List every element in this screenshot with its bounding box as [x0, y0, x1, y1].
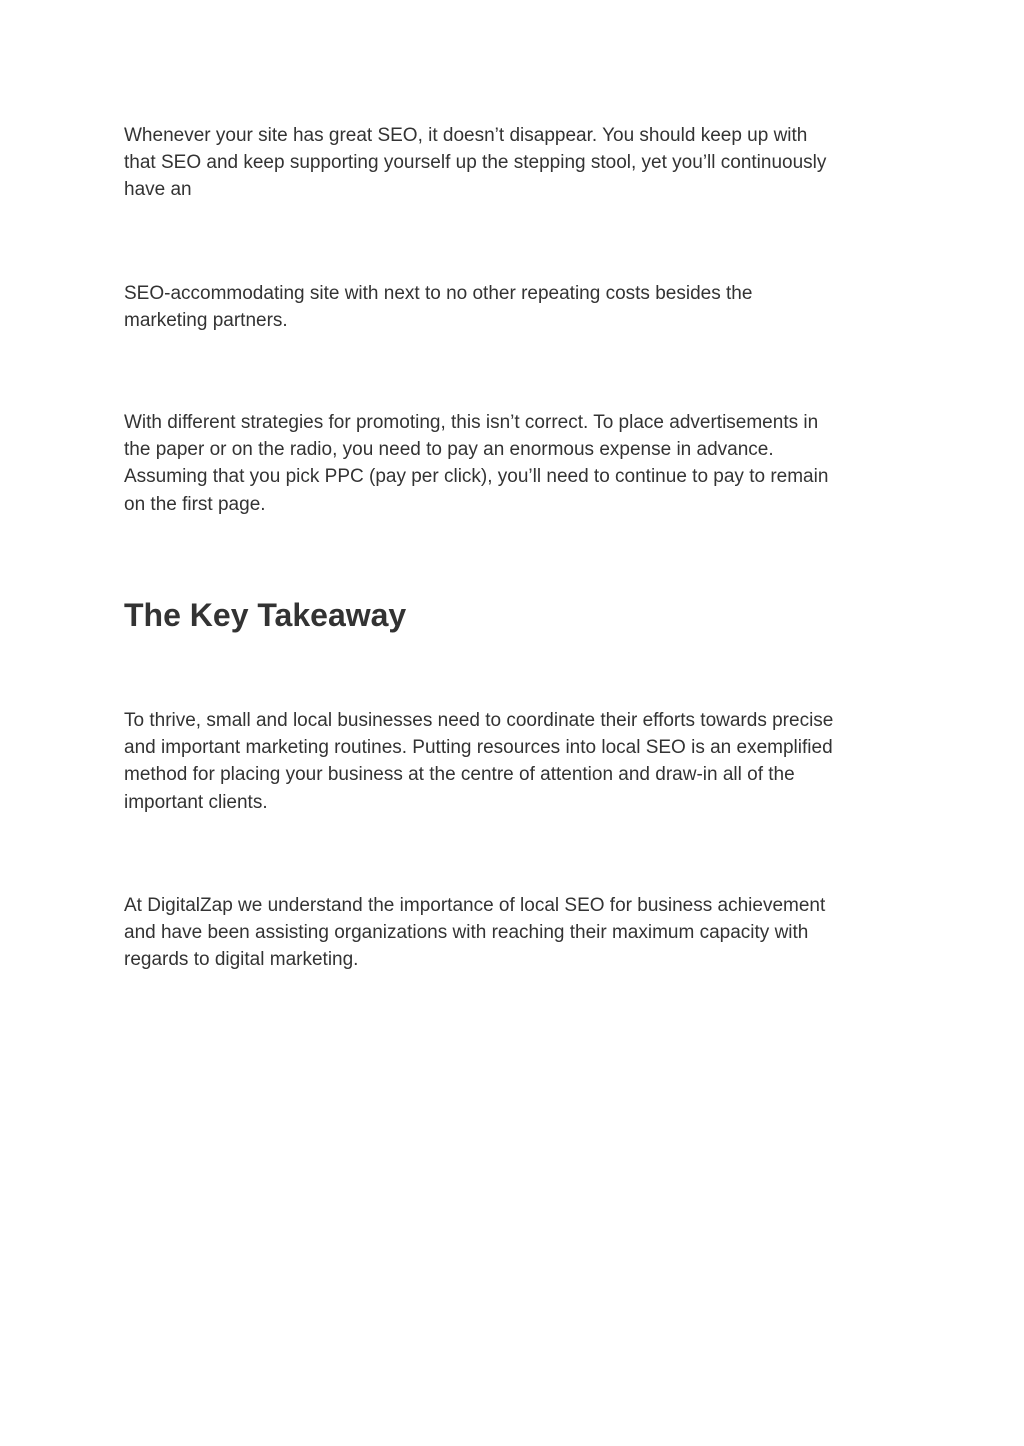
- paragraph-takeaway: To thrive, small and local businesses need to coordinate their efforts towards precise and important marketing routines. Putting resources into local SEO is an exemplified method for placing your business at the centre of attention and draw-in all of the important clients.: [124, 710, 834, 813]
- paragraph-other-strategies: With different strategies for promoting, this isn’t correct. To place advertisements in the paper or on the radio, you need to pay an enormous expense in advance. Assuming that you pick PPC (pay per click), you’ll need to continue to pay to remain on the first page.: [124, 412, 829, 515]
- paragraph-seo-persistence: Whenever your site has great SEO, it doesn’t disappear. You should keep up with that SEO and keep supporting yourself up the stepping stool, yet you’ll continuously have an: [124, 125, 827, 201]
- section-heading: The Key Takeaway: [124, 597, 407, 633]
- paragraph-seo-costs: SEO-accommodating site with next to no other repeating costs besides the marketing partners.: [124, 283, 753, 332]
- paragraph-digitalzap: At DigitalZap we understand the importance of local SEO for business achievement and have been assisting organizations with reaching their maximum capacity with regards to digital marketing.: [124, 895, 826, 971]
